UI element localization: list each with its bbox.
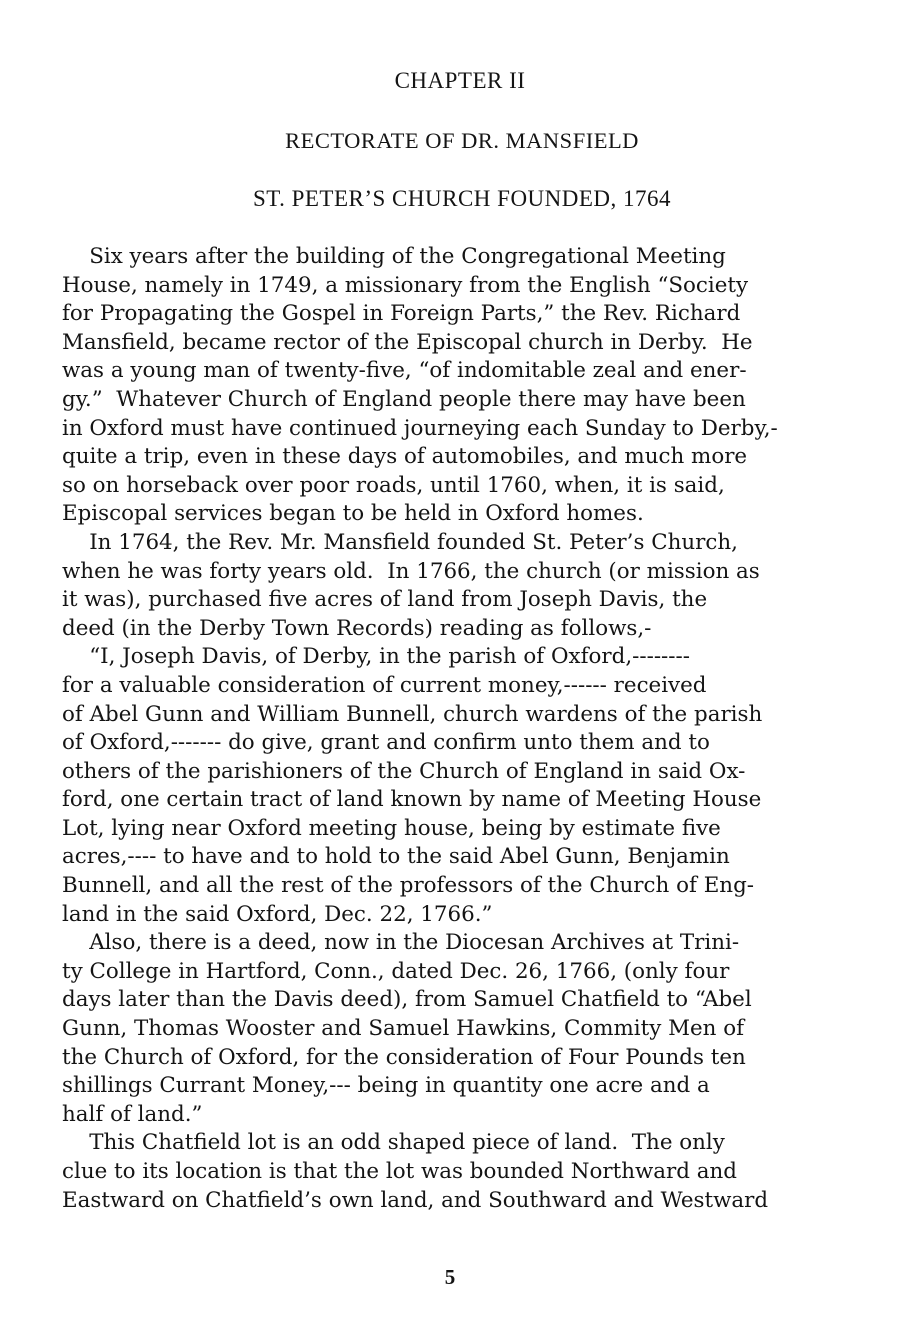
text-line: Gunn, Thomas Wooster and Samuel Hawkins, Commity Men of (62, 1016, 745, 1042)
text-line: when he was forty years old. In 1766, the church (or mission as (62, 558, 760, 584)
text-line: of Oxford,------- do give, grant and confirm unto them and to (62, 730, 710, 756)
text-line: others of the parishioners of the Church of England in said Ox- (62, 758, 746, 784)
text-line: gy.” Whatever Church of England people there may have been (62, 386, 746, 412)
text-line: quite a trip, even in these days of automobiles, and much more (62, 444, 748, 470)
text-line: Bunnell, and all the rest of the professors of the Church of Eng- (62, 873, 754, 899)
text-line: in Oxford must have continued journeying each Sunday to Derby,- (62, 415, 778, 441)
text-line: In 1764, the Rev. Mr. Mansfield founded St. Peter’s Church, (62, 529, 738, 555)
page-number: 5 (444, 1265, 456, 1289)
text-line: for Propagating the Gospel in Foreign Parts,” the Rev. Richard (62, 301, 741, 327)
text-line: deed (in the Derby Town Records) reading as follows,- (62, 615, 652, 641)
text-line: ty College in Hartford, Conn., dated Dec. 26, 1766, (only four (62, 958, 730, 984)
text-line: so on horseback over poor roads, until 1760, when, it is said, (62, 472, 725, 498)
text-line: Episcopal services began to be held in Oxford homes. (62, 501, 644, 527)
body-text (62, 243, 862, 1215)
text-line: was a young man of twenty-five, “of indomitable zeal and ener- (62, 358, 747, 384)
section-subtitle: ST. PETER’S CHURCH FOUNDED, 1764 (252, 186, 672, 211)
text-line: clue to its location is that the lot was bounded Northward and (62, 1159, 737, 1184)
chapter-title: RECTORATE OF DR. MANSFIELD (285, 128, 639, 153)
text-line: acres,---- to have and to hold to the said Abel Gunn, Benjamin (62, 844, 730, 870)
text-line: shillings Currant Money,--- being in quantity one acre and a (62, 1073, 710, 1099)
text-line: Mansfield, became rector of the Episcopal church in Derby. He (62, 329, 753, 355)
text-line: land in the said Oxford, Dec. 22, 1766.” (62, 901, 493, 927)
text-line: ford, one certain tract of land known by name of Meeting House (62, 787, 762, 813)
text-line: days later than the Davis deed), from Samuel Chatfield to “Abel (62, 987, 752, 1013)
text-line: Six years after the building of the Congregational Meeting (62, 244, 726, 269)
text-line: Also, there is a deed, now in the Diocesan Archives at Trini- (62, 930, 740, 956)
text-line: half of land.” (62, 1101, 203, 1127)
text-line: of Abel Gunn and William Bunnell, church wardens of the parish (62, 701, 763, 727)
text-line: it was), purchased five acres of land from Joseph Davis, the (62, 587, 708, 613)
text-line: This Chatfield lot is an odd shaped piece of land. The only (62, 1130, 725, 1156)
chapter-heading: CHAPTER II (394, 68, 526, 93)
text-line: Eastward on Chatfield’s own land, and Southward and Westward (62, 1187, 769, 1213)
text-line: House, namely in 1749, a missionary from the English “Society (62, 272, 749, 298)
text-line: the Church of Oxford, for the consideration of Four Pounds ten (62, 1044, 746, 1070)
text-line: “I, Joseph Davis, of Derby, in the parish of Oxford,-------- (62, 644, 690, 670)
text-line: for a valuable consideration of current money,------ received (62, 672, 707, 698)
text-line: Lot, lying near Oxford meeting house, being by estimate five (62, 815, 721, 841)
